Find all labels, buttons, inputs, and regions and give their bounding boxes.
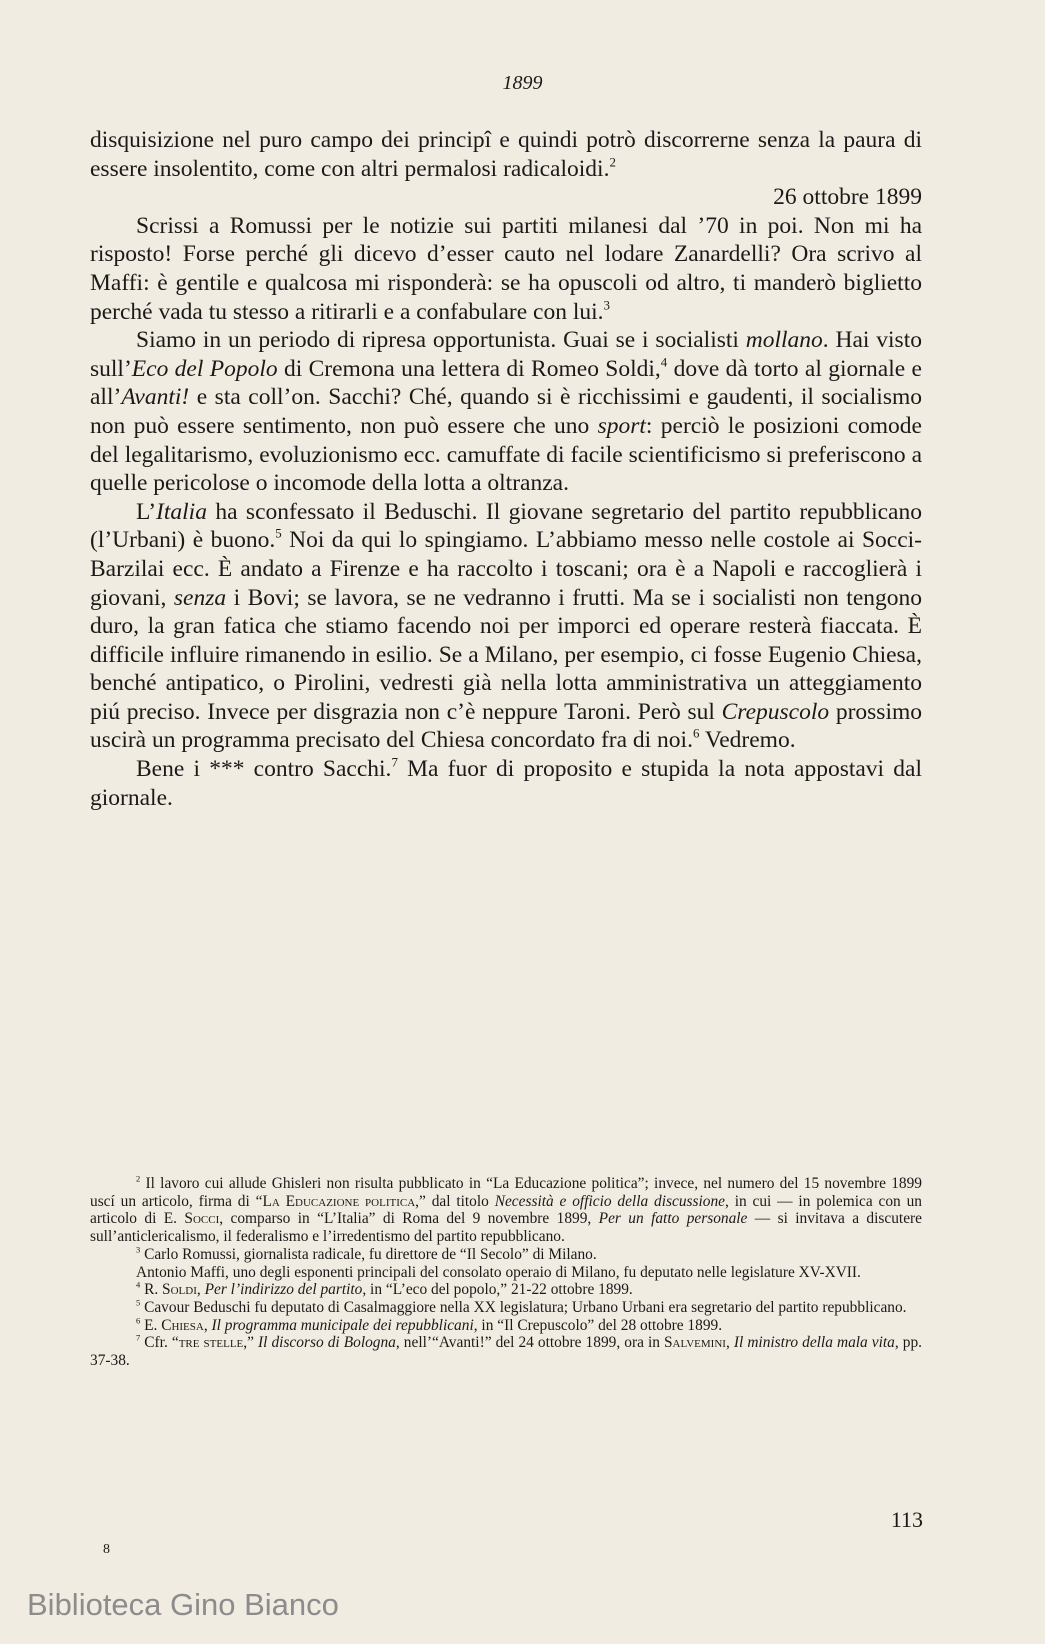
text-span: Siamo in un periodo di ripresa opportunista. Guai se i socialisti (136, 327, 746, 354)
footnote (90, 1299, 922, 1317)
italic-text: sport (597, 412, 646, 439)
italic-text: Necessità e officio della discussione (494, 1192, 725, 1210)
text-span: di Cremona una lettera di Romeo Soldi, (277, 355, 661, 382)
text-span: Cfr. “ (140, 1334, 179, 1352)
footnote-ref: 2 (609, 153, 616, 169)
text-span: , nell’“Avanti!” del 24 ottobre 1899, ora in (395, 1334, 664, 1352)
small-caps-text: Salvemini (664, 1334, 726, 1352)
text-span: e sta coll’on. Sacchi? Ché, quando si è ricchissimi e gaudenti, il socialismo non può essere sentimento, non può essere che uno (90, 384, 922, 439)
italic-text: Crepuscolo (721, 698, 830, 725)
footnote-number: 4 (136, 1279, 141, 1290)
text-span: Bene i *** contro Sacchi. (136, 756, 392, 783)
italic-text: Italia (156, 498, 207, 525)
italic-text: Avanti! (121, 384, 190, 411)
paragraph (90, 755, 922, 812)
text-span: E. (140, 1316, 162, 1334)
text-span: : perciò le posizioni comode del legalitarismo, evoluzionismo ecc. camuffate di facile scientificismo si preferiscono a quelle pericolose o incomode della lotta a oltranza. (90, 412, 922, 497)
footnote-ref: 5 (275, 525, 282, 541)
text-span: Vedremo. (699, 727, 796, 754)
small-caps-text: La Educazione politica (262, 1192, 416, 1210)
paragraph (90, 498, 922, 755)
text-span: Carlo Romussi, giornalista radicale, fu direttore de “Il Secolo” di Milano. (140, 1245, 597, 1263)
italic-text: Per l’indirizzo del partito (204, 1281, 363, 1299)
text-span: , pp. 37-38. (90, 1334, 923, 1370)
text-span: ,” dal titolo (415, 1192, 495, 1210)
italic-text: mollano (745, 327, 823, 354)
text-span: dove dà torto al giornale e all’ (90, 355, 922, 411)
text-span: Scrissi a Romussi per le notizie sui partiti milanesi dal ’70 in poi. Non mi ha risposto! Forse perché gli dicevo d’esser cauto nel lodare Zanardelli? Ora scrivo al Maffi: è gentile e qualcosa mi risponderà: se ha opuscoli od altro, ti manderò biglietto perché vada tu stesso a ritirarli e a confabulare con lui. (90, 212, 922, 325)
footnote-number: 7 (136, 1332, 141, 1343)
footnote-number: 5 (136, 1297, 141, 1308)
italic-text: senza (173, 584, 227, 611)
small-caps-text: Socci (184, 1210, 220, 1228)
paragraph (90, 326, 922, 498)
footnote-number: 2 (136, 1173, 141, 1184)
footnote-ref: 6 (692, 725, 700, 741)
signature-mark: 8 (103, 1542, 110, 1557)
italic-text: Per un fatto personale (598, 1210, 748, 1228)
text-span: ,” (243, 1334, 259, 1352)
watermark: Biblioteca Gino Bianco (27, 1587, 339, 1622)
italic-text: Il discorso di Bologna (258, 1334, 396, 1352)
page-number: 113 (890, 1507, 923, 1532)
text-span: Cavour Beduschi fu deputato di Casalmaggiore nella XX legislatura; Urbano Urbani era segretario del partito repubblicano. (140, 1298, 907, 1316)
italic-text: Eco del Popolo (131, 355, 278, 382)
text-span: , in “Il Crepuscolo” del 28 ottobre 1899. (473, 1316, 723, 1334)
footnote (90, 1246, 922, 1264)
footnote-ref: 3 (603, 296, 610, 312)
text-span: — si invitava a discutere sull’anticlericalismo, il federalismo e l’irredentismo del partito repubblicano. (90, 1210, 922, 1246)
paragraph-opening (90, 126, 922, 183)
dateline: 26 ottobre 1899 (773, 184, 922, 211)
text-span: disquisizione nel puro campo dei principî e quindi potrò discorrerne senza la paura di essere insolentito, come con altri permalosi radicaloidi. (90, 127, 922, 182)
footnote (90, 1334, 922, 1369)
text-span: , in “L’eco del popolo,” 21-22 ottobre 1899. (362, 1281, 633, 1299)
italic-text: Il programma municipale dei repubblicani (211, 1316, 474, 1334)
italic-text: Il ministro della mala vita (733, 1334, 895, 1352)
text-span: Ma fuor di proposito e stupida la nota appostavi dal giornale. (90, 756, 922, 811)
small-caps-text: tre stelle (178, 1334, 244, 1352)
text-span: prossimo uscirà un programma precisato del Chiesa concordato fra di noi. (90, 698, 922, 754)
footnote-ref: 4 (660, 354, 668, 370)
small-caps-text: Chiesa (161, 1316, 204, 1334)
text-span: , comparso in “L’Italia” di Roma del 9 novembre 1899, (219, 1210, 599, 1228)
paragraph (90, 212, 922, 326)
text-span: , in cui — in polemica con un articolo di E. (90, 1192, 922, 1228)
footnote (90, 1317, 922, 1335)
text-span: R. (140, 1281, 163, 1299)
text-span: Noi da qui lo spingiamo. L’abbiamo messo nelle costole ai Socci-Barzilai ecc. È andato a Firenze e ha raccolto i toscani; ora è a Napoli e raccoglierà i giovani, (90, 527, 922, 611)
text-span: i Bovi; se lavora, se ne vedranno i frutti. Ma se i socialisti non tengono duro, la gran fatica che stiamo facendo noi per imporci ed operare resterà fiaccata. È difficile influire rimanendo in esilio. Se a Milano, per esempio, ci fosse Eugenio Chiesa, benché antipatico, o Pirolini, vedresti già nella lotta amministrativa un atteggiamento piú preciso. Invece per disgrazia non c’è neppure Taroni. Però sul (90, 584, 923, 725)
text-span: . Hai visto sull’ (90, 327, 922, 382)
running-head: 1899 (502, 72, 543, 94)
footnote (90, 1281, 922, 1299)
small-caps-text: Soldi (162, 1281, 197, 1299)
text-span: , (725, 1334, 734, 1352)
text-span: L’ (136, 498, 157, 525)
text-span: , (203, 1316, 212, 1334)
text-span: Il lavoro cui allude Ghisleri non risulta pubblicato in “La Educazione politica”; invece, nel numero del 15 novembre 1899 uscí un articolo, firma di “ (90, 1175, 922, 1210)
text-span: , (196, 1281, 205, 1299)
text-span: ha sconfessato il Beduschi. Il giovane segretario del partito repubblicano (l’Urbani) è buono. (90, 498, 922, 554)
footnote-continuation: Antonio Maffi, uno degli esponenti principali del consolato operaio di Milano, fu deputato nelle legislature XV-XVII. (136, 1263, 861, 1281)
main-text (90, 126, 922, 812)
footnote (90, 1175, 922, 1246)
footnote-number: 6 (136, 1315, 141, 1326)
footnote-ref: 7 (391, 754, 398, 770)
footnote-number: 3 (136, 1244, 141, 1255)
footnotes (90, 1175, 922, 1370)
